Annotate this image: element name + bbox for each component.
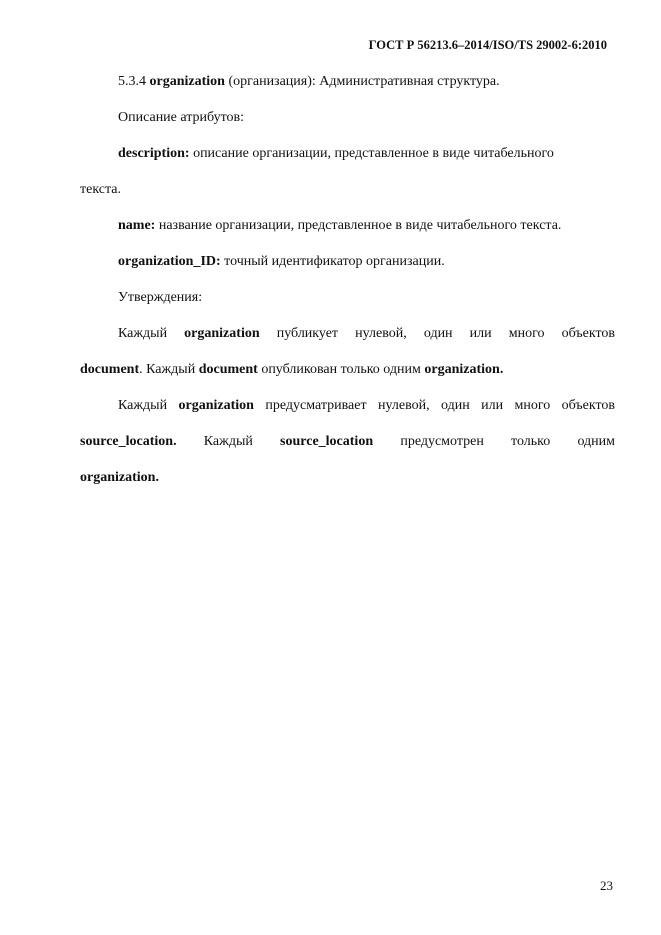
- page-number: 23: [600, 878, 613, 893]
- assertion-term: source_location.: [80, 434, 177, 449]
- assertion-text: Каждый: [118, 398, 168, 413]
- assertion-text: Каждый: [118, 326, 168, 341]
- attribute-description: [80, 136, 615, 172]
- section-term: organization: [149, 74, 225, 89]
- assertion-2-line-1: [80, 388, 615, 424]
- attribute-organization-id: [80, 244, 615, 280]
- attribute-name: description:: [118, 146, 190, 161]
- attribute-name: name:: [118, 218, 156, 233]
- assertion-text: опубликован только одним: [261, 362, 421, 377]
- assertion-1-line-2: [80, 352, 615, 388]
- assertion-term: source_location: [280, 434, 374, 449]
- assertion-term: document: [198, 362, 258, 377]
- section-definition: [80, 64, 615, 100]
- assertion-term: document: [80, 362, 140, 377]
- assertion-term: organization: [178, 398, 254, 413]
- assertion-text: . Каждый: [139, 362, 196, 377]
- assertion-text: предусматривает нулевой, один или много объектов: [265, 398, 616, 413]
- section-number: 5.3.4: [118, 74, 146, 89]
- assertion-2-line-3: [80, 460, 615, 496]
- document-header: ГОСТ Р 56213.6–2014/ISO/TS 29002-6:2010: [368, 38, 607, 52]
- assertion-text: предусмотрен только одним: [400, 434, 616, 449]
- attribute-description-continuation: текста.: [80, 182, 122, 197]
- assertions-heading: Утверждения:: [118, 290, 203, 305]
- assertion-term: organization.: [80, 470, 159, 485]
- attribute-text: точный идентификатор организации.: [224, 254, 445, 269]
- document-body: [80, 64, 615, 496]
- assertion-text: публикует нулевой, один или много объектов: [276, 326, 615, 341]
- attribute-name: organization_ID:: [118, 254, 221, 269]
- assertion-term: organization.: [424, 362, 504, 377]
- attribute-text: описание организации, представленное в виде читабельного: [193, 146, 554, 161]
- assertion-2-line-2: [80, 424, 615, 460]
- assertion-text: Каждый: [203, 434, 253, 449]
- attributes-heading: Описание атрибутов:: [118, 110, 245, 125]
- assertion-term: organization: [184, 326, 260, 341]
- section-term-definition: (организация): Административная структура.: [228, 74, 500, 89]
- assertion-1-line-1: [80, 316, 615, 352]
- attribute-name-entry: [80, 208, 615, 244]
- attribute-text: название организации, представленное в виде читабельного текста.: [158, 218, 562, 233]
